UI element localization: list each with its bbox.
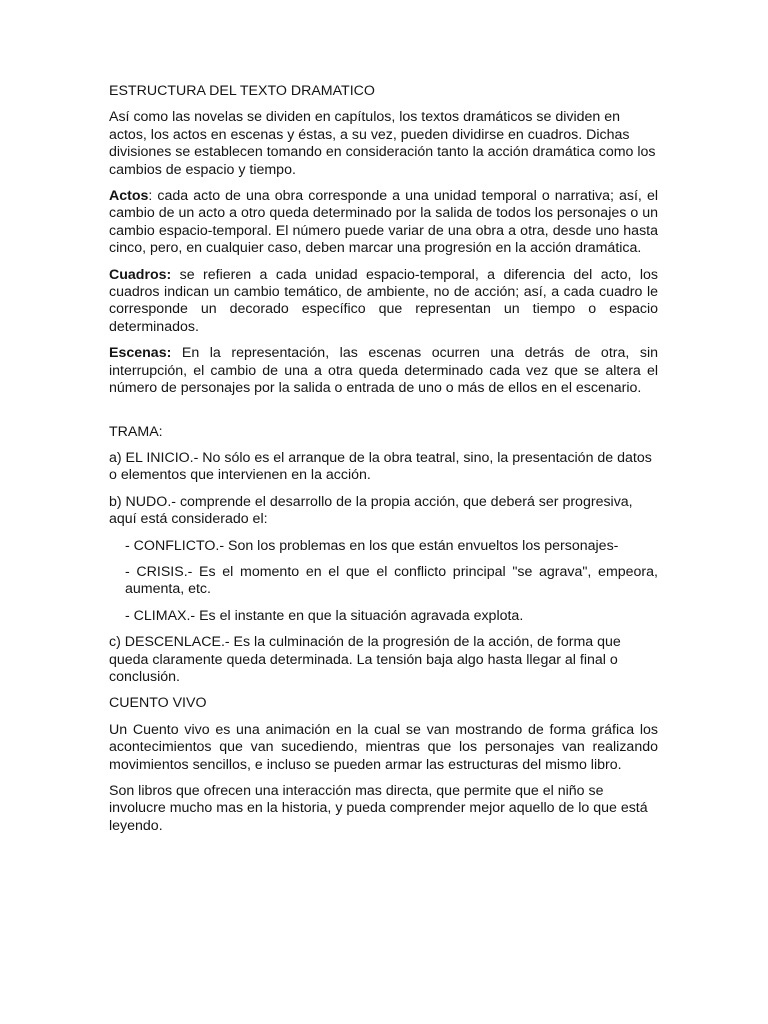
actos-term: Actos (109, 188, 149, 205)
nudo-paragraph: b) NUDO.- comprende el desarrollo de la propia acción, que deberá ser progresiva, aquí está considerado el: (109, 493, 633, 528)
cuadros-text: se refieren a cada unidad espacio-temporal, a diferencia del acto, los cuadros indican un cambio temático, de ambiente, no de acción; así, a cada cuadro le corresponde un decorado específico que representan un tiempo o espacio determinados. (109, 266, 658, 335)
cuadros-term: Cuadros: (109, 266, 172, 283)
cuento-heading: CUENTO VIVO (109, 695, 207, 712)
actos-paragraph (109, 188, 658, 258)
document-page (109, 83, 658, 844)
escenas-paragraph (109, 345, 658, 397)
cuento-paragraph-2: Son libros que ofrecen una interacción mas directa, que permite que el niño se involucre mucho mas en la historia, y pueda comprender mejor aquello de lo que está leyendo. (109, 783, 648, 834)
intro-paragraph: Así como las novelas se dividen en capítulos, los textos dramáticos se dividen en actos, los actos en escenas y éstas, a su vez, pueden dividirse en cuadros. Dichas divisiones se establecen tomando en consideración tanto la acción dramática como los cambios de espacio y tiempo. (109, 109, 656, 178)
crisis-item: - CRISIS.- Es el momento en el que el conflicto principal "se agrava", empeora, aumenta, etc. (125, 563, 658, 598)
document-title: ESTRUCTURA DEL TEXTO DRAMATICO (109, 83, 375, 99)
cuadros-paragraph (109, 267, 658, 337)
desenlace-paragraph: c) DESCENLACE.- Es la culminación de la progresión de la acción, de forma que queda claramente queda determinada. La tensión baja algo hasta llegar al final o conclusión. (109, 634, 621, 685)
inicio-paragraph: a) EL INICIO.- No sólo es el arranque de la obra teatral, sino, la presentación de datos o elementos que intervienen en la acción. (109, 449, 652, 484)
actos-text: : cada acto de una obra corresponde a una unidad temporal o narrativa; así, el cambio de un acto a otro queda determinado por la salida de todos los personajes o un cambio espacio-temporal. El número puede variar de una obra a otra, desde uno hasta cinco, pero, en cualquier caso, deben marcar una progresión en la acción dramática. (109, 188, 658, 257)
escenas-term: Escenas: (109, 345, 172, 362)
conflicto-item: - CONFLICTO.- Son los problemas en los que están envueltos los personajes- (125, 537, 619, 554)
trama-heading: TRAMA: (109, 423, 163, 440)
escenas-text: En la representación, las escenas ocurren una detrás de otra, sin interrupción, el cambio de una a otra queda determinado cada vez que se altera el número de personajes por la salida o entrada de uno o más de ellos en el escenario. (109, 345, 658, 397)
climax-item: - CLIMAX.- Es el instante en que la situación agravada explota. (125, 607, 524, 624)
cuento-paragraph-1: Un Cuento vivo es una animación en la cual se van mostrando de forma gráfica los acontecimientos que van sucediendo, mientras que los personajes van realizando movimientos sencillos, e incluso se pueden armar las estructuras del mismo libro. (109, 721, 658, 773)
